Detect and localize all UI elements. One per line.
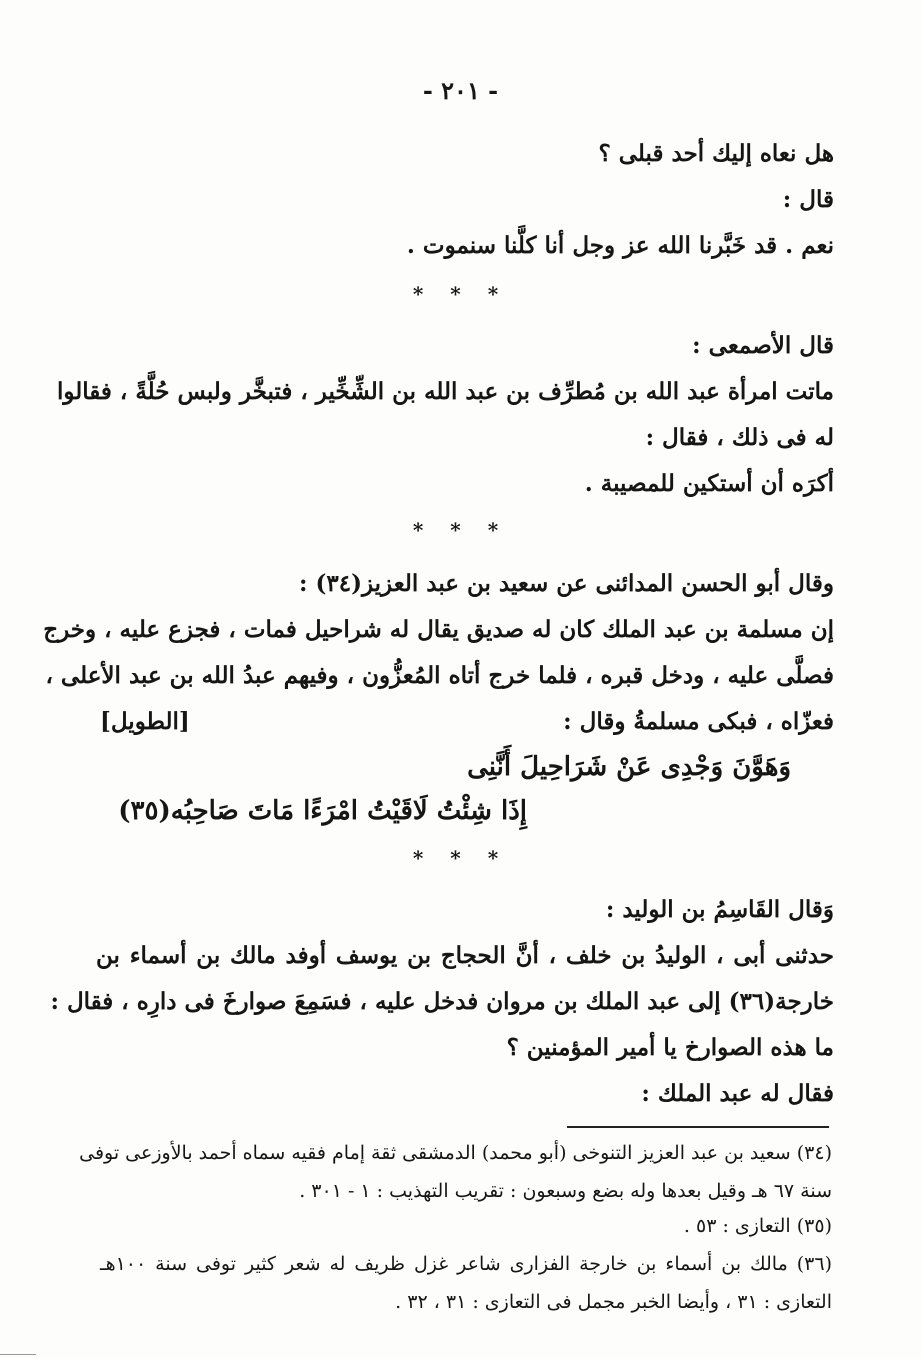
text-line: أكرَه أن أستكين للمصيبة .: [584, 470, 834, 497]
text-line: خارجة(٣٦) إلى عبد الملك بن مروان فدخل عليه ، فسَمِعَ صوارخَ فى دارِه ، فقال :: [50, 988, 834, 1015]
text-line: قال :: [782, 186, 834, 213]
text-line: فقال له عبد الملك :: [641, 1080, 834, 1107]
text-line: إن مسلمة بن عبد الملك كان له صديق يقال له شراحيل فمات ، فجزع عليه ، وخرج: [43, 616, 834, 643]
text-line: وقال أبو الحسن المدائنى عن سعيد بن عبد العزيز(٣٤) :: [298, 570, 834, 597]
footnote-line: (٣٤) سعيد بن عبد العزيز التنوخى (أبو محمد) الدمشقى ثقة إمام فقيه سماه أحمد بالأوزعى توفى: [79, 1142, 832, 1164]
section-separator: * * *: [412, 282, 509, 306]
footnote-line: التعازى : ٣١ ، وأيضا الخبر مجمل فى التعازى : ٣١ ، ٣٢ .: [395, 1291, 832, 1313]
poetic-meter-label: [الطويل]: [100, 708, 190, 735]
page-edge-mark: [0, 1354, 36, 1355]
page-number: - ٢٠١ -: [422, 76, 499, 105]
text-line: ما هذه الصوارخ يا أمير المؤمنين ؟: [506, 1034, 834, 1061]
text-line: حدثنى أبى ، الوليدُ بن خلف ، أنَّ الحجاج بن يوسف أوفد مالك بن أسماء بن: [96, 942, 834, 969]
footnote-line: (٣٦) مالك بن أسماء بن خارجة الفزارى شاعر غزل ظريف له شعر كثير توفى سنة ١٠٠هـ: [100, 1253, 832, 1275]
text-line: قال الأصمعى :: [692, 332, 834, 359]
verse-line: وَهَوَّنَ وَجْدِى عَنْ شَرَاحِيلَ أَنَّنِى: [467, 752, 791, 782]
verse-line: إِذَا شِئْتُ لَاقَيْتُ امْرَءًا مَاتَ صَاحِبُه(٣٥): [118, 796, 527, 826]
footnote-line: (٣٥) التعازى : ٥٣ .: [683, 1215, 832, 1237]
text-line: ماتت امرأة عبد الله بن مُطرِّف بن عبد الله بن الشِّخِّير ، فتبخَّر ولبس حُلَّةً ، فقالوا: [57, 378, 834, 405]
text-line: نعم . قد خَبَّرنا الله عز وجل أنا كلَّنا سنموت .: [406, 232, 834, 259]
text-line: هل نعاه إليك أحد قبلى ؟: [598, 140, 834, 167]
section-separator: * * *: [412, 518, 509, 542]
text-line: وَقال القَاسِمُ بن الوليد :: [605, 896, 834, 923]
footnote-divider: [567, 1126, 829, 1128]
section-separator: * * *: [412, 846, 509, 870]
text-line: فعزّاه ، فبكى مسلمةُ وقال :: [563, 708, 834, 735]
text-line: له فى ذلك ، فقال :: [645, 424, 834, 451]
text-line: فصلَّى عليه ، ودخل قبره ، فلما خرج أتاه المُعزُّون ، وفيهم عبدُ الله بن عبد الأعلى ،: [45, 662, 834, 689]
footnote-line: سنة ٦٧ هـ وقيل بعدها وله بضع وسبعون : تقريب التهذيب : ١ - ٣٠١ .: [299, 1180, 832, 1202]
